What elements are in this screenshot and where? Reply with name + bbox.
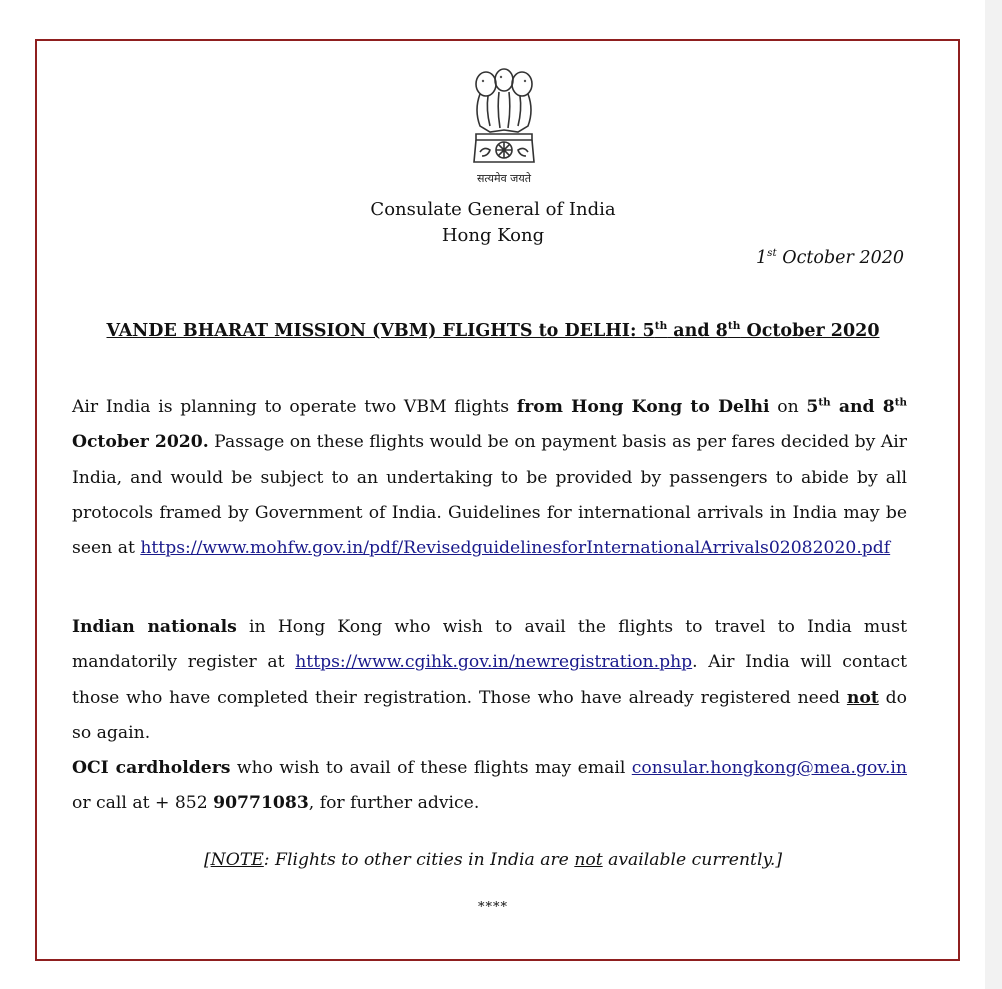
phone-number: 90771083 [213, 793, 309, 814]
org-location: Hong Kong [441, 225, 545, 246]
note-text: [NOTE: Flights to other cities in India are not available currently.] [203, 850, 783, 870]
emblem-motto: सत्यमेव जयते [476, 172, 531, 185]
document-date: 1st October 2020 [755, 247, 904, 268]
document-title: VANDE BHARAT MISSION (VBM) FLIGHTS to DELHI: 5th and 8th October 2020 [106, 320, 880, 341]
paragraph-oci: OCI cardholders who wish to avail of these flights may email consular.hongkong@mea.gov.in or call at + 852 90771083, for further advice. [72, 758, 907, 814]
paragraph-flight-info: Air India is planning to operate two VBM flights from Hong Kong to Delhi on 5th and 8th October 2020. Passage on these flights would be on payment basis as per fares decided by Air India, and would be subject to an undertaking to be provided by passengers to abide by all protocols framed by Government of India. Guidelines for international arrivals in India may be seen at https://www.mohfw.gov.in/pdf/RevisedguidelinesforInternationalArrivals02082020.pdf [72, 396, 908, 559]
org-name: Consulate General of India [370, 199, 616, 220]
end-stars: **** [478, 900, 508, 915]
ashoka-emblem-icon [466, 60, 542, 172]
consular-email-link[interactable]: consular.hongkong@mea.gov.in [631, 758, 907, 778]
paragraph-registration: Indian nationals in Hong Kong who wish to avail the flights to travel to India must mandatorily register at https://www.cgihk.gov.in/newregistration.php. Air India will contact those who have completed their registration. Those who have already registered need not do so again. [72, 617, 907, 743]
page-right-margin [985, 0, 1002, 989]
registration-link[interactable]: https://www.cgihk.gov.in/newregistration.php [295, 652, 693, 673]
mohfw-guidelines-link[interactable]: https://www.mohfw.gov.in/pdf/RevisedguidelinesforInternationalArrivals02082020.pdf [140, 538, 891, 559]
